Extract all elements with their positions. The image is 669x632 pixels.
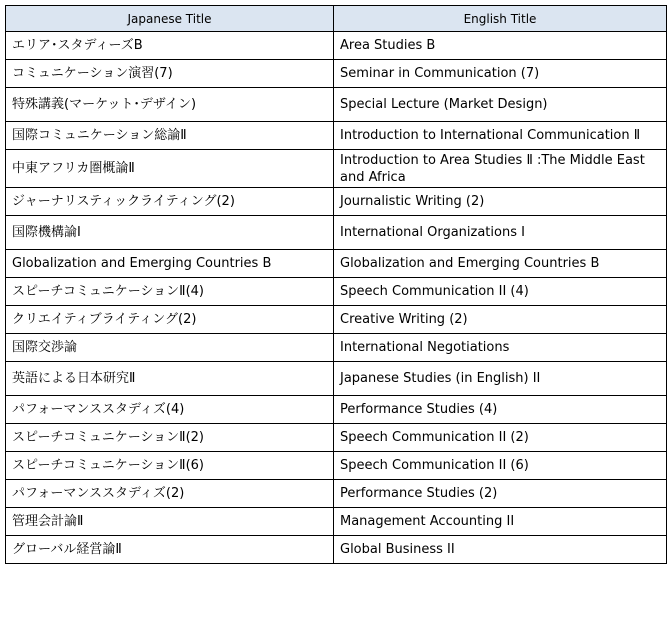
english-title-cell: Creative Writing (2) — [334, 306, 667, 334]
japanese-title-cell: 中東アフリカ圏概論Ⅱ — [6, 150, 334, 188]
table-row — [6, 88, 667, 122]
english-title-cell: Seminar in Communication (7) — [334, 60, 667, 88]
japanese-title-cell: クリエイティブライティング(2) — [6, 306, 334, 334]
english-title-cell: Performance Studies (4) — [334, 396, 667, 424]
table-row — [6, 424, 667, 452]
table-header-row — [6, 6, 667, 32]
japanese-title-cell: 国際交渉論 — [6, 334, 334, 362]
japanese-title-cell: パフォーマンススタディズ(4) — [6, 396, 334, 424]
english-title-cell: Globalization and Emerging Countries B — [334, 250, 667, 278]
course-title-table — [5, 5, 667, 564]
english-title-cell: Introduction to International Communication Ⅱ — [334, 122, 667, 150]
japanese-title-cell: Globalization and Emerging Countries B — [6, 250, 334, 278]
japanese-title-cell: 英語による日本研究Ⅱ — [6, 362, 334, 396]
table-row — [6, 536, 667, 564]
table-row — [6, 32, 667, 60]
table-row — [6, 250, 667, 278]
japanese-title-cell: パフォーマンススタディズ(2) — [6, 480, 334, 508]
english-title-cell: Global Business II — [334, 536, 667, 564]
table-row — [6, 452, 667, 480]
japanese-title-cell: スピーチコミュニケーションⅡ(4) — [6, 278, 334, 306]
table-row — [6, 122, 667, 150]
table-row — [6, 278, 667, 306]
japanese-title-cell: ジャーナリスティックライティング(2) — [6, 188, 334, 216]
japanese-title-cell: コミュニケーション演習(7) — [6, 60, 334, 88]
english-title-cell: Journalistic Writing (2) — [334, 188, 667, 216]
japanese-title-cell: スピーチコミュニケーションⅡ(2) — [6, 424, 334, 452]
japanese-title-cell: 管理会計論Ⅱ — [6, 508, 334, 536]
english-title-cell: Japanese Studies (in English) II — [334, 362, 667, 396]
english-title-cell: Special Lecture (Market Design) — [334, 88, 667, 122]
english-title-cell: Speech Communication II (6) — [334, 452, 667, 480]
english-title-cell: Performance Studies (2) — [334, 480, 667, 508]
english-title-cell: Management Accounting II — [334, 508, 667, 536]
table-row — [6, 188, 667, 216]
japanese-title-cell: エリア･スタディーズB — [6, 32, 334, 60]
table-row — [6, 334, 667, 362]
english-title-cell: Speech Communication II (4) — [334, 278, 667, 306]
table-row — [6, 60, 667, 88]
english-title-cell: Introduction to Area Studies Ⅱ :The Middle East and Africa — [334, 150, 667, 188]
japanese-title-cell: グローバル経営論Ⅱ — [6, 536, 334, 564]
table-row — [6, 362, 667, 396]
column-header-english-title: English Title — [334, 6, 667, 32]
japanese-title-cell: 国際機構論Ⅰ — [6, 216, 334, 250]
course-title-table-container — [5, 5, 667, 564]
japanese-title-cell: 特殊講義(マーケット･デザイン) — [6, 88, 334, 122]
table-row — [6, 306, 667, 334]
table-row — [6, 480, 667, 508]
table-row — [6, 150, 667, 188]
english-title-cell: Area Studies B — [334, 32, 667, 60]
english-title-cell: Speech Communication II (2) — [334, 424, 667, 452]
english-title-cell: International Organizations I — [334, 216, 667, 250]
table-row — [6, 216, 667, 250]
column-header-japanese-title: Japanese Title — [6, 6, 334, 32]
japanese-title-cell: 国際コミュニケーション総論Ⅱ — [6, 122, 334, 150]
japanese-title-cell: スピーチコミュニケーションⅡ(6) — [6, 452, 334, 480]
table-row — [6, 396, 667, 424]
table-row — [6, 508, 667, 536]
english-title-cell: International Negotiations — [334, 334, 667, 362]
